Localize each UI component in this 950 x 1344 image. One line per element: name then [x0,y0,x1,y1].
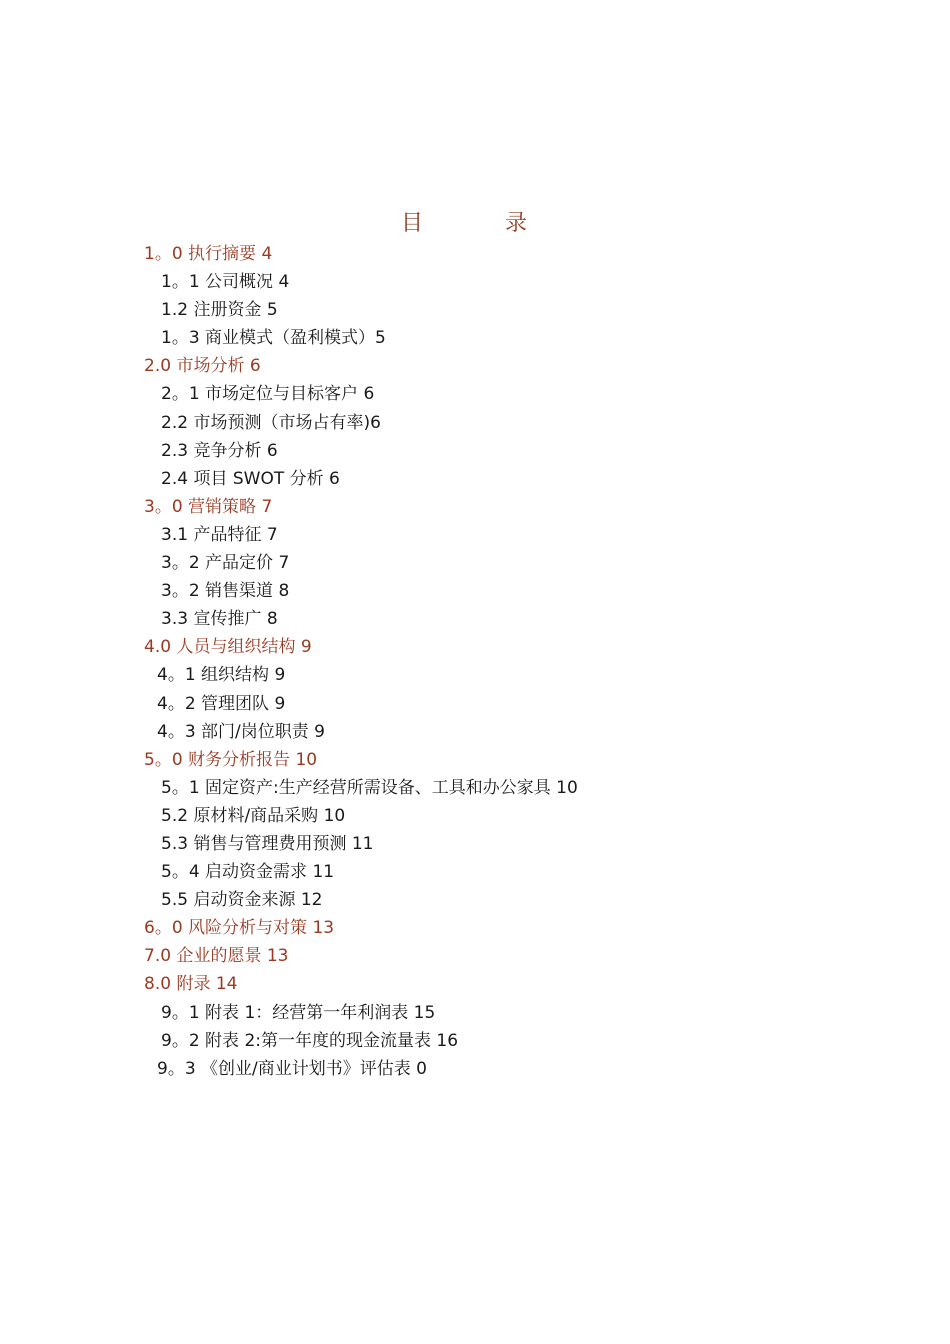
toc-section-heading[interactable]: 2.0 市场分析 6 [144,356,261,377]
toc-subsection-entry[interactable]: 4。3 部门/岗位职责 9 [157,721,325,742]
toc-subsection-entry[interactable]: 5。1 固定资产:生产经营所需设备、工具和办公家具 10 [161,777,578,798]
toc-list [0,240,950,1083]
toc-subsection-entry[interactable]: 3。2 产品定价 7 [161,553,290,574]
toc-section-heading[interactable]: 7.0 企业的愿景 13 [144,946,289,967]
toc-subsection-entry[interactable]: 2.4 项目 SWOT 分析 6 [161,468,340,489]
toc-subsection-entry[interactable]: 2.2 市场预测（市场占有率)6 [161,412,381,433]
toc-subsection-entry[interactable]: 5.3 销售与管理费用预测 11 [161,833,374,854]
toc-section-heading[interactable]: 1。0 执行摘要 4 [144,244,273,264]
toc-subsection-entry[interactable]: 4。1 组织结构 9 [157,665,286,686]
toc-section-heading[interactable]: 8.0 附录 14 [144,974,238,995]
toc-subsection-entry[interactable]: 1.2 注册资金 5 [161,300,278,321]
toc-subsection-entry[interactable]: 5.5 启动资金来源 12 [161,890,323,911]
toc-subsection-entry[interactable]: 2.3 竞争分析 6 [161,440,278,461]
toc-subsection-entry[interactable]: 1。3 商业模式（盈利模式）5 [161,328,386,349]
toc-subsection-entry[interactable]: 4。2 管理团队 9 [157,693,286,714]
toc-subsection-entry[interactable]: 2。1 市场定位与目标客户 6 [161,384,375,405]
toc-title: 目 录 [400,211,557,236]
toc-subsection-entry[interactable]: 9。2 附表 2:第一年度的现金流量表 16 [161,1030,459,1051]
toc-subsection-entry[interactable]: 1。1 公司概况 4 [161,272,290,293]
toc-section-heading[interactable]: 4.0 人员与组织结构 9 [144,637,312,658]
toc-subsection-entry[interactable]: 9。3 《创业/商业计划书》评估表 0 [157,1058,427,1079]
toc-subsection-entry[interactable]: 3。2 销售渠道 8 [161,581,290,602]
toc-subsection-entry[interactable]: 9。1 附表 1：经营第一年利润表 15 [161,1002,436,1023]
toc-subsection-entry[interactable]: 5.2 原材料/商品采购 10 [161,805,346,826]
toc-subsection-entry[interactable]: 3.3 宣传推广 8 [161,609,278,630]
toc-section-heading[interactable]: 3。0 营销策略 7 [144,496,273,517]
toc-section-heading[interactable]: 6。0 风险分析与对策 13 [144,918,335,939]
toc-subsection-entry[interactable]: 3.1 产品特征 7 [161,524,278,545]
toc-section-heading[interactable]: 5。0 财务分析报告 10 [144,749,318,770]
toc-subsection-entry[interactable]: 5。4 启动资金需求 11 [161,862,335,883]
